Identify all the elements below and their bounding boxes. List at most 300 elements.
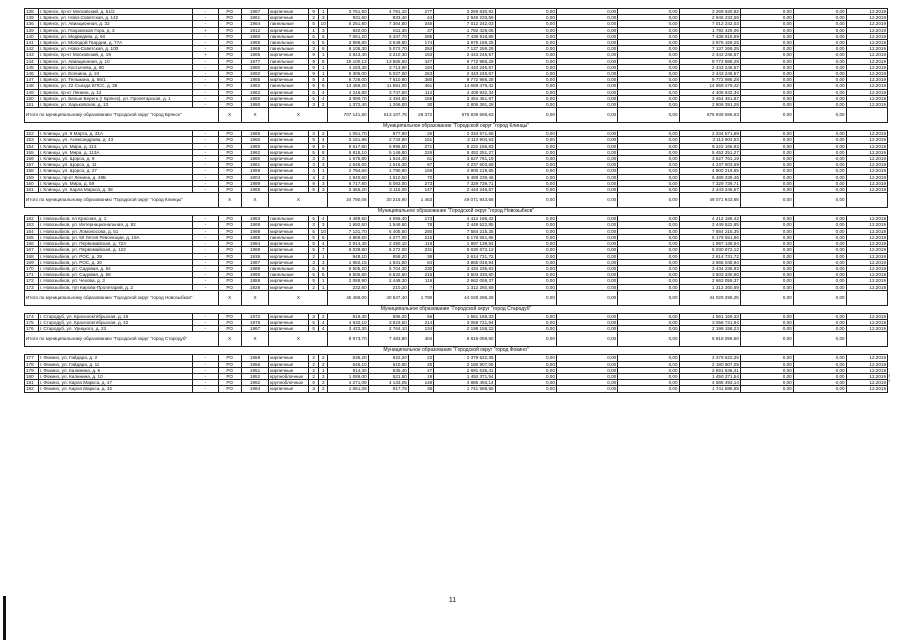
table-row [25, 386, 888, 392]
total-area2: 7 483,80 [368, 332, 408, 347]
table-cell: 151 [25, 102, 39, 108]
table-cell: РО [218, 137, 241, 143]
total-value: 6 818 059,50 [679, 332, 740, 347]
table-cell: 0,00 [495, 313, 556, 319]
table-cell: 0,00 [556, 247, 617, 253]
table-cell: 12.2019 [846, 64, 887, 70]
scan-mark: ¦ [888, 372, 891, 382]
table-cell: 0,00 [556, 272, 617, 278]
table-cell: 0,00 [495, 386, 556, 392]
table-cell: 0,00 [495, 278, 556, 284]
table-cell: 2 443 246,57 [434, 64, 495, 70]
table-cell: кирпичные [269, 168, 309, 174]
table-cell: 13 565,60 [368, 58, 408, 64]
table-cell: РО [218, 156, 241, 162]
table-cell: 0,00 [556, 27, 617, 33]
table-cell: 12.2019 [846, 143, 887, 149]
table-cell: 174 [408, 40, 433, 46]
table-cell: 179 [25, 367, 39, 373]
table-cell: 280 [408, 228, 433, 234]
table-cell: 160 [25, 180, 39, 186]
table-cell: 0,00 [556, 259, 617, 265]
table-cell: 0,00 [740, 278, 793, 284]
table-cell: 5 [309, 187, 319, 193]
table-cell: 2 946 233,59 [434, 15, 495, 21]
table-cell: 0,00 [556, 33, 617, 39]
table-cell: 0,00 [793, 149, 846, 155]
table-cell: 3 058 721,94 [434, 319, 495, 325]
table-cell: 1 546,60 [368, 222, 408, 228]
table-cell: 3 713,90 [368, 64, 408, 70]
table-cell: РО [218, 143, 241, 149]
section-title: Муниципальное образование "Городской округ "город Новозыбков" [25, 208, 888, 216]
table-cell: 0,00 [793, 228, 846, 234]
table-cell: 0,00 [495, 180, 556, 186]
table-cell: РО [218, 52, 241, 58]
table-cell: РО [218, 95, 241, 101]
table-cell: 2 764,10 [368, 326, 408, 332]
table-cell: 152 [25, 131, 39, 137]
table-cell: 0,00 [740, 313, 793, 319]
table-cell: 163 [25, 222, 39, 228]
table-cell: 0,00 [618, 247, 679, 253]
table-cell: 2 334 571,68 [679, 131, 740, 137]
table-cell: 0,00 [618, 326, 679, 332]
table-cell: 171 [25, 272, 39, 278]
table-cell: 0,00 [556, 228, 617, 234]
table-cell: 2 806 391,28 [434, 102, 495, 108]
table-cell: 9 772 986,28 [679, 58, 740, 64]
table-cell: 3 [309, 46, 319, 52]
table-cell: РО [218, 319, 241, 325]
table-cell: кирпичные [269, 361, 309, 367]
table-cell: РО [218, 313, 241, 319]
total-x-mark: X [218, 108, 241, 123]
table-cell: 2 662 059,37 [679, 278, 740, 284]
table-cell: 12.2019 [846, 131, 887, 137]
table-cell: 1 312 260,59 [679, 284, 740, 290]
table-cell: 0,00 [495, 149, 556, 155]
table-cell: 0,00 [618, 64, 679, 70]
table-cell: 3 823,50 [368, 319, 408, 325]
total-residents: 1 463 [408, 193, 433, 208]
table-cell: - [193, 168, 218, 174]
table-cell: 1965 [241, 131, 268, 137]
table-cell: 138 [25, 9, 39, 15]
table-cell: 535,40 [368, 367, 408, 373]
total-value: 0,00 [495, 193, 556, 208]
table-cell: кирпичные [269, 71, 309, 77]
table-cell: 0,00 [556, 326, 617, 332]
table-cell: г. Клинцы, ул. Александрова, д. 43 [38, 137, 192, 143]
table-cell: - [193, 355, 218, 361]
table-cell: 169 [25, 259, 39, 265]
table-cell: 0,00 [793, 355, 846, 361]
table-cell: 1958 [241, 355, 268, 361]
table-cell: 166 [25, 241, 39, 247]
table-cell: 896,20 [368, 313, 408, 319]
table-cell: 1960 [241, 156, 268, 162]
table-cell: 7 584 215,35 [679, 228, 740, 234]
table-cell: 0,00 [556, 284, 617, 290]
table-cell: 0,00 [793, 95, 846, 101]
table-cell: 2 [318, 131, 328, 137]
table-cell: 0,00 [740, 168, 793, 174]
table-cell: 1962 [241, 83, 268, 89]
table-cell: 0,00 [618, 241, 679, 247]
table-cell: 2 [309, 361, 319, 367]
table-cell: 0,00 [495, 259, 556, 265]
table-cell: РО [218, 355, 241, 361]
table-cell: г. Фокино, ул. Карла Маркса, д. 47 [38, 380, 192, 386]
table-cell: 0,00 [740, 361, 793, 367]
table-cell: 148 [25, 83, 39, 89]
table-cell: 1984 [241, 241, 268, 247]
table-cell: 19 [408, 373, 433, 379]
table-cell: 4 408 932,34 [679, 89, 740, 95]
table-cell: 9 [309, 77, 319, 83]
table-cell: 1 086,00 [328, 373, 368, 379]
table-cell: 12.2019 [846, 326, 887, 332]
table-cell: 0,00 [495, 95, 556, 101]
table-cell: 3 548,80 [368, 40, 408, 46]
table-cell: 5 [309, 95, 319, 101]
table-cell: 0,00 [740, 27, 793, 33]
table-cell: 134 [408, 326, 433, 332]
table-cell: 1 [318, 64, 328, 70]
table-cell: 0,00 [793, 15, 846, 21]
table-cell: 0,00 [740, 95, 793, 101]
table-cell: 12.2019 [846, 27, 887, 33]
table-cell: 157 [25, 162, 39, 168]
table-cell: 1962 [241, 89, 268, 95]
table-cell: 0,00 [495, 102, 556, 108]
table-cell: - [193, 64, 218, 70]
table-cell: 6 337,70 [368, 33, 408, 39]
table-cell: 610,80 [368, 361, 408, 367]
table-cell: - [193, 58, 218, 64]
table-cell: 0,00 [618, 168, 679, 174]
table-cell: 0,00 [740, 174, 793, 180]
table-cell: 78 [408, 222, 433, 228]
table-cell: 226 [408, 149, 433, 155]
table-cell: 3 [318, 187, 328, 193]
table-cell: 9 [309, 143, 319, 149]
table-cell: 156 [25, 156, 39, 162]
table-cell: 5 030 672,12 [679, 247, 740, 253]
table-cell: 0,00 [793, 361, 846, 367]
table-cell: кирпичные [269, 162, 309, 168]
table-cell: 6 489 239,46 [679, 174, 740, 180]
table-cell: 0,00 [618, 180, 679, 186]
table-cell: 1961 [241, 162, 268, 168]
table-cell: 12.2019 [846, 52, 887, 58]
table-cell: 0,00 [793, 131, 846, 137]
total-x-mark: X [241, 290, 268, 305]
total-label: Итого по муниципальному образованию "Городской округ "город Клинцы" [25, 193, 219, 208]
table-cell: - [193, 162, 218, 168]
table-cell: 3 210,30 [368, 52, 408, 58]
table-cell: 1912 [241, 27, 268, 33]
table-cell: 5 306,00 [328, 71, 368, 77]
table-cell: 230 [408, 265, 433, 271]
table-cell: - [193, 373, 218, 379]
total-x-mark: X [241, 108, 268, 123]
total-x-mark: X [241, 193, 268, 208]
table-cell: 3 [318, 156, 328, 162]
table-cell: 1 [318, 367, 328, 373]
table-cell: РО [218, 284, 241, 290]
table-cell: - [193, 89, 218, 95]
table-cell: 0,00 [740, 367, 793, 373]
table-cell: 2 [318, 102, 328, 108]
table-cell: 4 [318, 326, 328, 332]
table-cell: 3 503 330,60 [679, 272, 740, 278]
table-cell: 4 216,80 [328, 89, 368, 95]
table-cell: 3 [309, 222, 319, 228]
table-cell: 3 161,86 [328, 137, 368, 143]
table-cell: 2 [318, 386, 328, 392]
total-label: Итого по муниципальному образованию "Городской округ "город Новозыбков" [25, 290, 219, 305]
total-residents: 28 372 [408, 108, 433, 123]
table-cell: кирпичные [269, 9, 309, 15]
table-cell: 165 [25, 234, 39, 240]
table-cell: 7 438 918,89 [434, 33, 495, 39]
table-cell: кирпичные [269, 222, 309, 228]
table-cell: 0,00 [618, 131, 679, 137]
table-cell: 84 [408, 259, 433, 265]
table-cell: кирпичные [269, 102, 309, 108]
table-cell: 0,00 [740, 222, 793, 228]
table-cell: 521,50 [368, 373, 408, 379]
table-cell: 14 659 479,42 [679, 83, 740, 89]
table-cell: 0,00 [793, 272, 846, 278]
table-cell: 12.2019 [846, 386, 887, 392]
table-cell: 0,00 [556, 149, 617, 155]
table-cell: г. Фокино, ул. Гайдара, д. 11 [38, 361, 192, 367]
total-empty-cell [846, 108, 887, 123]
table-cell: 140 [25, 33, 39, 39]
table-cell: РО [218, 278, 241, 284]
table-cell: 0,00 [740, 234, 793, 240]
table-cell: 0,00 [618, 187, 679, 193]
table-cell: 1 524,40 [368, 156, 408, 162]
table-cell: 0,00 [618, 33, 679, 39]
table-cell: 1962 [241, 149, 268, 155]
table-cell: 0,00 [618, 259, 679, 265]
table-cell: - [193, 180, 218, 186]
table-cell: 1 675,80 [328, 156, 368, 162]
table-cell: 0,00 [495, 40, 556, 46]
table-cell: 2 443 246,57 [679, 187, 740, 193]
table-cell: - [193, 272, 218, 278]
table-cell: кирпичные [269, 52, 309, 58]
table-cell: 0,00 [556, 156, 617, 162]
table-cell: 145 [25, 64, 39, 70]
table-cell: 0,00 [793, 319, 846, 325]
table-cell: 0,00 [793, 27, 846, 33]
table-cell: 3 [318, 222, 328, 228]
total-row [25, 193, 888, 208]
table-cell: 182 [25, 386, 39, 392]
table-cell: 1961 [241, 15, 268, 21]
table-cell: 0,00 [495, 21, 556, 27]
table-cell: 0,00 [556, 143, 617, 149]
table-cell: 2 794,60 [328, 168, 368, 174]
table-cell: 10 [318, 228, 328, 234]
table-cell: г. Новозыбков, ул. Первомайская, д. 72А [38, 241, 192, 247]
table-cell: РО [218, 187, 241, 193]
table-cell: - [193, 284, 218, 290]
table-cell: 1960 [241, 137, 268, 143]
table-cell: 153 [25, 137, 39, 143]
table-cell: 0,00 [740, 265, 793, 271]
total-value: 0,00 [740, 332, 793, 347]
table-cell: 0,00 [556, 367, 617, 373]
table-cell: 1959 [241, 168, 268, 174]
table-cell: 0,00 [740, 143, 793, 149]
table-cell: 2 379 622,35 [434, 355, 495, 361]
table-cell: 0,00 [740, 77, 793, 83]
table-cell: 5 452 251,27 [679, 149, 740, 155]
table-cell: 4 886 493,14 [679, 380, 740, 386]
table-cell: 5 030 672,12 [434, 247, 495, 253]
table-cell: 0,00 [793, 259, 846, 265]
table-cell: 7 131,70 [328, 228, 368, 234]
table-cell: 0,00 [618, 89, 679, 95]
table-cell: 646,10 [328, 361, 368, 367]
table-cell: 12.2019 [846, 15, 887, 21]
table-cell: 1 [318, 168, 328, 174]
table-cell: 0,00 [793, 21, 846, 27]
table-cell: 144 [25, 58, 39, 64]
table-cell: г. Клинцы, ул. Щорса, д. 11 [38, 162, 192, 168]
table-cell: 161 [25, 187, 39, 193]
table-cell: 0,00 [618, 386, 679, 392]
total-value: 0,00 [495, 108, 556, 123]
table-cell: 4 183,30 [328, 64, 368, 70]
total-area1: 707 141,80 [328, 108, 368, 123]
table-cell: 2 443 246,57 [679, 64, 740, 70]
table-cell: 3 454 451,87 [434, 95, 495, 101]
table-cell: 1 792 429,06 [434, 27, 495, 33]
table-cell: кирпичные [269, 313, 309, 319]
total-area1: 8 973,70 [328, 332, 368, 347]
table-cell: - [193, 131, 218, 137]
table-cell: 12.2019 [846, 373, 887, 379]
table-cell: 5 815,10 [328, 149, 368, 155]
table-cell: 0,00 [556, 222, 617, 228]
section-header [25, 347, 888, 355]
table-cell: РО [218, 77, 241, 83]
table-cell: 61 [408, 156, 433, 162]
table-cell: 0,00 [740, 272, 793, 278]
table-cell: 0,00 [793, 386, 846, 392]
table-cell: 0,00 [618, 27, 679, 33]
table-cell: 0,00 [495, 326, 556, 332]
table-cell: 2 [318, 380, 328, 386]
table-cell: 0,00 [556, 253, 617, 259]
table-cell: панельные [269, 83, 309, 89]
table-cell: 4 900 219,65 [679, 168, 740, 174]
table-cell: 178 [25, 361, 39, 367]
table-cell: 0,00 [740, 149, 793, 155]
table-cell: 0,00 [618, 162, 679, 168]
table-cell: 1 516,30 [368, 162, 408, 168]
table-cell: 0,00 [495, 77, 556, 83]
table-cell: 5 [318, 33, 328, 39]
table-cell: 0,00 [556, 380, 617, 386]
table-cell: кирпичные [269, 149, 309, 155]
table-cell: г. Новозыбков, туп Кирова-Пролетарий, д. 2 [38, 284, 192, 290]
table-cell: 0,00 [495, 253, 556, 259]
table-cell: 173 [25, 284, 39, 290]
table-cell: 0,00 [495, 319, 556, 325]
table-cell: 0,00 [740, 319, 793, 325]
table-cell: 12.2019 [846, 149, 887, 155]
table-cell: г. Брянск, ул. Костычева, д. 80 [38, 64, 192, 70]
table-cell: 2 443 246,57 [434, 71, 495, 77]
table-cell: 0,00 [618, 253, 679, 259]
table-cell: 12.2019 [846, 89, 887, 95]
table-cell: 70 [408, 174, 433, 180]
table-cell: кирпичные [269, 64, 309, 70]
table-cell: кирпичные [269, 156, 309, 162]
table-cell: - [193, 95, 218, 101]
table-cell: 0,00 [793, 9, 846, 15]
table-cell: 0,00 [793, 71, 846, 77]
table-cell: 6 105,30 [328, 46, 368, 52]
table-cell: РО [218, 149, 241, 155]
table-cell: 155 [25, 149, 39, 155]
table-cell: 22 [408, 355, 433, 361]
table-cell: 12.2019 [846, 102, 887, 108]
table-cell: 0,00 [495, 58, 556, 64]
table-cell: 0,00 [618, 284, 679, 290]
table-cell: 0,00 [793, 326, 846, 332]
table-cell: 3 [309, 156, 319, 162]
table-cell: 0,00 [740, 162, 793, 168]
table-cell: 3 [309, 313, 319, 319]
table-cell: 919,30 [328, 313, 368, 319]
table-cell: - [193, 326, 218, 332]
table-cell: 12.2019 [846, 168, 887, 174]
table-cell: 0,00 [556, 21, 617, 27]
table-cell: РО [218, 367, 241, 373]
table-cell: 0,00 [793, 241, 846, 247]
table-cell: 12.2019 [846, 187, 887, 193]
table-cell: 231 [408, 247, 433, 253]
table-cell: 2 614 731,72 [679, 253, 740, 259]
table-cell: 47 [408, 367, 433, 373]
table-cell: 2 115,00 [368, 187, 408, 193]
table-cell: 1962 [241, 380, 268, 386]
table-cell: 168 [25, 253, 39, 259]
table-cell: - [193, 149, 218, 155]
table-cell: кирпичные [269, 95, 309, 101]
table-cell: РО [218, 102, 241, 108]
table-cell: 0,00 [618, 367, 679, 373]
table-cell: РО [218, 9, 241, 15]
table-cell: 4 [318, 89, 328, 95]
table-cell: кирпичные [269, 180, 309, 186]
table-cell: 461 [408, 83, 433, 89]
total-value: 0,00 [618, 108, 679, 123]
total-value: 49 071 943,68 [434, 193, 495, 208]
table-cell: 0,00 [740, 9, 793, 15]
table-cell: 7 [318, 247, 328, 253]
table-cell: 3 422,30 [328, 326, 368, 332]
